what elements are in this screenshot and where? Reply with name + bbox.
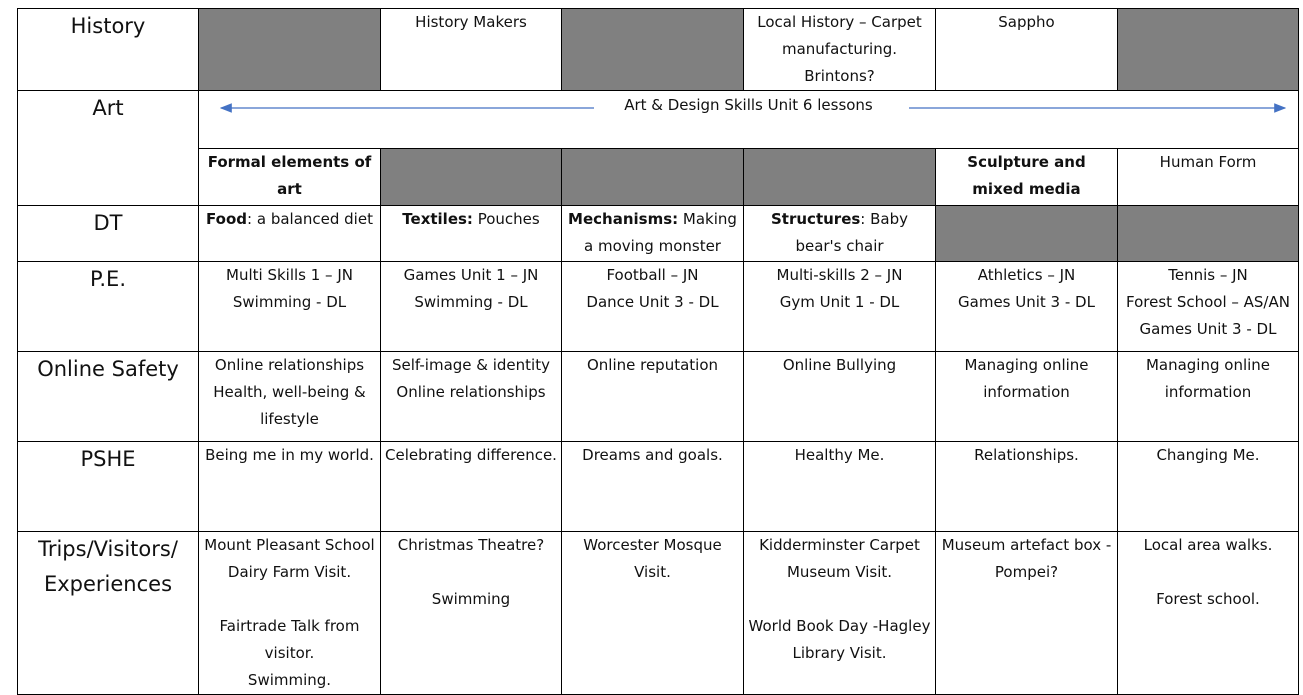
dt-structures-text: : Baby bear's chair	[795, 210, 908, 255]
online-cell-4: Online Bullying	[744, 352, 936, 442]
art-formal-cell: Formal elements of art	[199, 149, 381, 206]
shaded-cell	[936, 206, 1118, 262]
trips-cell-6	[1118, 532, 1299, 695]
trips-cell-1	[199, 532, 381, 695]
row-dt	[18, 206, 1299, 262]
pshe-cell-4: Healthy Me.	[744, 442, 936, 532]
subject-pe: P.E.	[18, 262, 199, 352]
online-cell-5: Managing online information	[936, 352, 1118, 442]
pe-cell-2	[381, 262, 562, 352]
shaded-cell	[562, 149, 744, 206]
trips-line: Forest school.	[1156, 590, 1260, 608]
trips-cell-3: Worcester Mosque Visit.	[562, 532, 744, 695]
trips-line: Christmas Theatre?	[397, 536, 545, 554]
pe-line: Forest School – AS/AN	[1126, 293, 1290, 311]
pe-cell-4	[744, 262, 936, 352]
subject-pshe: PSHE	[18, 442, 199, 532]
pshe-cell-2: Celebrating difference.	[381, 442, 562, 532]
pe-line: Tennis – JN	[1168, 266, 1248, 284]
dt-textiles-cell	[381, 206, 562, 262]
pe-line: Games Unit 3 - DL	[1139, 320, 1277, 338]
pe-line: Multi Skills 1 – JN	[226, 266, 353, 284]
online-cell-3: Online reputation	[562, 352, 744, 442]
dt-textiles-text: Pouches	[472, 210, 540, 228]
pe-line: Athletics – JN	[977, 266, 1076, 284]
row-pshe	[18, 442, 1299, 532]
art-sculpture-cell: Sculpture and mixed media	[936, 149, 1118, 206]
pe-line: Games Unit 3 - DL	[958, 293, 1095, 311]
subject-online-safety: Online Safety	[18, 352, 199, 442]
shaded-cell	[562, 9, 744, 91]
pe-line: Dance Unit 3 - DL	[586, 293, 719, 311]
pe-line: Football – JN	[606, 266, 699, 284]
trips-line: Local area walks.	[1143, 536, 1273, 554]
subject-art: Art	[18, 91, 199, 206]
art-banner	[199, 91, 1298, 145]
shaded-cell	[381, 149, 562, 206]
dt-food-label: Food	[206, 210, 248, 228]
local-history-cell: Local History – Carpet manufacturing. Brintons?	[744, 9, 936, 91]
pe-cell-3	[562, 262, 744, 352]
pshe-cell-6: Changing Me.	[1118, 442, 1299, 532]
trips-line: Swimming.	[247, 671, 332, 689]
dt-mechanisms-text: Making a moving monster	[584, 210, 737, 255]
pe-cell-5	[936, 262, 1118, 352]
pshe-cell-1: Being me in my world.	[199, 442, 381, 532]
dt-food-cell	[199, 206, 381, 262]
sappho-cell: Sappho	[936, 9, 1118, 91]
dt-mechanisms-cell	[562, 206, 744, 262]
dt-textiles-label: Textiles:	[402, 210, 473, 228]
pe-line: Swimming - DL	[232, 293, 347, 311]
row-trips	[18, 532, 1299, 695]
pe-line: Multi-skills 2 – JN	[776, 266, 903, 284]
trips-line: World Book Day -Hagley Library Visit.	[748, 617, 931, 662]
online-cell-6: Managing online information	[1118, 352, 1299, 442]
row-art-banner	[18, 91, 1299, 149]
pe-line: Gym Unit 1 - DL	[779, 293, 900, 311]
row-art-units	[18, 149, 1299, 206]
art-banner-cell	[199, 91, 1299, 149]
subject-history: History	[18, 9, 199, 91]
curriculum-table	[17, 8, 1299, 695]
trips-line: Fairtrade Talk from visitor.	[219, 617, 360, 662]
online-cell-2: Self-image & identity Online relationships	[381, 352, 562, 442]
trips-cell-4	[744, 532, 936, 695]
dt-food-text: : a balanced diet	[247, 210, 373, 228]
dt-structures-cell	[744, 206, 936, 262]
dt-mechanisms-label: Mechanisms:	[568, 210, 679, 228]
shaded-cell	[1118, 206, 1299, 262]
subject-dt: DT	[18, 206, 199, 262]
pe-line: Games Unit 1 – JN	[403, 266, 539, 284]
shaded-cell	[744, 149, 936, 206]
online-cell-1: Online relationships Health, well-being & lifestyle	[199, 352, 381, 442]
art-human-form-cell: Human Form	[1118, 149, 1299, 206]
shaded-cell	[1118, 9, 1299, 91]
history-makers-cell: History Makers	[381, 9, 562, 91]
trips-line: Swimming	[431, 590, 511, 608]
row-online-safety	[18, 352, 1299, 442]
pe-cell-1	[199, 262, 381, 352]
dt-structures-label: Structures	[771, 210, 861, 228]
pe-cell-6	[1118, 262, 1299, 352]
trips-cell-5: Museum artefact box - Pompei?	[936, 532, 1118, 695]
subject-trips: Trips/Visitors/ Experiences	[18, 532, 199, 695]
pshe-cell-5: Relationships.	[936, 442, 1118, 532]
shaded-cell	[199, 9, 381, 91]
trips-line: Mount Pleasant School Dairy Farm Visit.	[204, 536, 375, 581]
trips-cell-2	[381, 532, 562, 695]
art-banner-label: Art & Design Skills Unit 6 lessons	[624, 96, 873, 114]
row-pe	[18, 262, 1299, 352]
trips-line: Kidderminster Carpet Museum Visit.	[759, 536, 920, 581]
pe-line: Swimming - DL	[414, 293, 528, 311]
row-history	[18, 9, 1299, 91]
pshe-cell-3: Dreams and goals.	[562, 442, 744, 532]
